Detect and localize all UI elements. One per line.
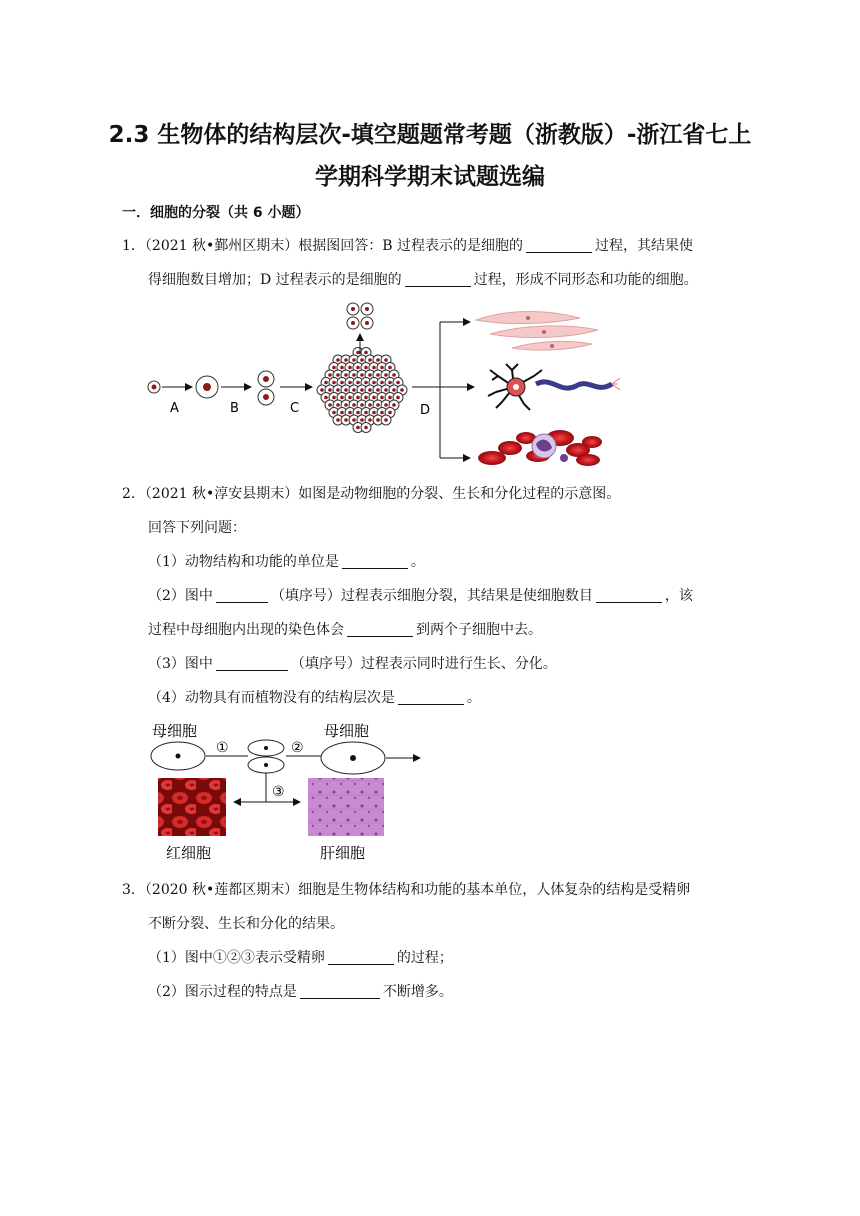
cluster-cell-nucleus <box>320 388 324 392</box>
cluster-cell-nucleus <box>388 366 392 370</box>
cluster-cell-nucleus <box>336 403 340 407</box>
cluster-cell-nucleus <box>348 366 352 370</box>
cluster-cell-nucleus <box>376 358 380 362</box>
cluster-cell-nucleus <box>332 396 336 400</box>
cluster-cell-nucleus <box>328 373 332 377</box>
cluster-cell-nucleus <box>364 381 368 385</box>
cluster-cell-nucleus <box>336 373 340 377</box>
q1-line1: 1．（2021 秋•鄞州区期末）根据图回答：B 过程表示的是细胞的 过程，其结果使 <box>122 238 693 254</box>
cluster-cell-nucleus <box>332 411 336 415</box>
cluster-cell-nucleus <box>376 403 380 407</box>
step-3-label: ③ <box>272 784 285 800</box>
cluster-cell-nucleus <box>356 351 360 355</box>
cluster-cell-nucleus <box>344 418 348 422</box>
cluster-cell-nucleus <box>384 403 388 407</box>
cluster-cell-nucleus <box>328 403 332 407</box>
q2-sub1: （1）动物结构和功能的单位是 。 <box>148 554 425 570</box>
q1-blank2[interactable] <box>405 271 471 287</box>
q3-line2: 不断分裂、生长和分化的结果。 <box>148 916 344 932</box>
cluster-cell-nucleus <box>356 366 360 370</box>
cluster-cell-nucleus <box>368 403 372 407</box>
cluster-cell-nucleus <box>348 411 352 415</box>
cluster-cell-nucleus <box>352 373 356 377</box>
cluster-cell-nucleus <box>380 396 384 400</box>
cluster-cell-nucleus <box>352 418 356 422</box>
cluster-cell-nucleus <box>372 381 376 385</box>
fig-label-b: B <box>230 401 239 416</box>
cluster-cell-nucleus <box>352 388 356 392</box>
section-heading: 一．细胞的分裂（共 6 小题） <box>122 205 310 221</box>
cluster-cell-nucleus <box>340 411 344 415</box>
cluster-cell-nucleus <box>360 373 364 377</box>
mother-cell-label-2: 母细胞 <box>324 722 370 740</box>
q1-cell-division-figure <box>140 298 620 470</box>
q2-line2: 回答下列问题： <box>148 520 246 536</box>
cluster-cell-nucleus <box>380 366 384 370</box>
cluster-cell-nucleus <box>340 366 344 370</box>
cluster-cell-nucleus <box>356 426 360 430</box>
cluster-cell-nucleus <box>368 373 372 377</box>
cluster-cell-nucleus <box>392 388 396 392</box>
q2-blank1[interactable] <box>342 553 408 569</box>
q1-blank1[interactable] <box>526 237 592 253</box>
document-title-line1: 2.3 生物体的结构层次-填空题题常考题（浙教版）-浙江省七上 <box>108 122 752 148</box>
q3-sub1: （1）图中①②③表示受精卵 的过程； <box>148 950 453 966</box>
q3-line1: 3．（2020 秋•莲都区期末）细胞是生物体结构和功能的基本单位，人体复杂的结构是受精卵 <box>122 882 691 898</box>
cluster-cell-nucleus <box>364 396 368 400</box>
document-title-line2: 学期科学期末试题选编 <box>315 164 545 190</box>
cluster-cell-nucleus <box>368 418 372 422</box>
cluster-cell-nucleus <box>356 396 360 400</box>
cluster-cell-nucleus <box>372 366 376 370</box>
cluster-cell-nucleus <box>380 381 384 385</box>
cluster-cell-nucleus <box>324 396 328 400</box>
cluster-cell-nucleus <box>344 358 348 362</box>
q2-blank4[interactable] <box>347 621 413 637</box>
q2-sub2: （2）图中 （填序号）过程表示细胞分裂，其结果是使细胞数目 ，该 <box>148 588 693 604</box>
liver-cell-label: 肝细胞 <box>320 844 366 862</box>
cluster-cell-nucleus <box>388 396 392 400</box>
cluster-cell-nucleus <box>392 373 396 377</box>
cluster-cell-nucleus <box>324 381 328 385</box>
step-2-label: ② <box>291 740 304 756</box>
q2-blank3[interactable] <box>596 587 662 603</box>
cluster-cell-nucleus <box>356 411 360 415</box>
cluster-cell-nucleus <box>360 418 364 422</box>
liver-cell-image <box>308 778 384 836</box>
cluster-cell-nucleus <box>344 403 348 407</box>
fig-label-d: D <box>420 403 431 418</box>
cluster-cell-nucleus <box>364 411 368 415</box>
q2-sub2-cont: 过程中母细胞内出现的染色体会 到两个子细胞中去。 <box>148 622 542 638</box>
cluster-cell-nucleus <box>364 351 368 355</box>
cluster-cell-nucleus <box>348 396 352 400</box>
q2-blank6[interactable] <box>398 689 464 705</box>
cluster-cell-nucleus <box>352 403 356 407</box>
q3-sub2: （2）图示过程的特点是 不断增多。 <box>148 984 453 1000</box>
cluster-cell-nucleus <box>336 358 340 362</box>
cluster-cell-nucleus <box>348 381 352 385</box>
cluster-cell-nucleus <box>344 388 348 392</box>
mother-cell-label-1: 母细胞 <box>152 722 198 740</box>
cluster-cell-nucleus <box>384 358 388 362</box>
cluster-cell-nucleus <box>332 366 336 370</box>
cluster-cell-nucleus <box>336 418 340 422</box>
cluster-cell-nucleus <box>328 388 332 392</box>
step-1-label: ① <box>216 740 229 756</box>
q2-blank5[interactable] <box>216 655 288 671</box>
cluster-cell-nucleus <box>384 373 388 377</box>
cluster-cell-nucleus <box>372 396 376 400</box>
fig-label-a: A <box>170 401 179 416</box>
q2-sub3: （3）图中 （填序号）过程表示同时进行生长、分化。 <box>148 656 557 672</box>
cluster-cell-nucleus <box>360 388 364 392</box>
cluster-cell-nucleus <box>360 358 364 362</box>
q1-line2: 得细胞数目增加；D 过程表示的是细胞的 过程，形成不同形态和功能的细胞。 <box>148 272 698 288</box>
cluster-cell-nucleus <box>380 411 384 415</box>
q2-sub4: （4）动物具有而植物没有的结构层次是 。 <box>148 690 481 706</box>
red-blood-cell-image <box>158 778 226 836</box>
q3-blank2[interactable] <box>300 983 380 999</box>
cluster-cell-nucleus <box>332 381 336 385</box>
q3-blank1[interactable] <box>328 949 394 965</box>
cluster-cell-nucleus <box>360 403 364 407</box>
cluster-cell-nucleus <box>344 373 348 377</box>
cluster-cell-nucleus <box>388 411 392 415</box>
cluster-cell-nucleus <box>388 381 392 385</box>
cluster-cell-nucleus <box>392 403 396 407</box>
fig-label-c: C <box>290 401 300 416</box>
cluster-cell-nucleus <box>340 396 344 400</box>
q2-cell-diagram <box>148 718 438 868</box>
red-blood-cell-label: 红细胞 <box>166 844 212 862</box>
cluster-cell-nucleus <box>368 388 372 392</box>
q2-blank2[interactable] <box>216 587 268 603</box>
cluster-cell-nucleus <box>336 388 340 392</box>
cluster-cell-nucleus <box>384 388 388 392</box>
cluster-cell-nucleus <box>376 388 380 392</box>
cluster-cell-nucleus <box>352 358 356 362</box>
cluster-cell-nucleus <box>340 381 344 385</box>
cluster-cell-nucleus <box>396 396 400 400</box>
cluster-cell-nucleus <box>372 411 376 415</box>
q2-line1: 2．（2021 秋•淳安县期末）如图是动物细胞的分裂、生长和分化过程的示意图。 <box>122 486 621 502</box>
cluster-cell-nucleus <box>364 426 368 430</box>
cluster-cell-nucleus <box>376 418 380 422</box>
cluster-cell-nucleus <box>396 381 400 385</box>
cluster-cell-nucleus <box>368 358 372 362</box>
cluster-cell-nucleus <box>364 366 368 370</box>
cluster-cell-nucleus <box>384 418 388 422</box>
cluster-cell-nucleus <box>376 373 380 377</box>
cluster-cell-nucleus <box>356 381 360 385</box>
cluster-cell-nucleus <box>400 388 404 392</box>
